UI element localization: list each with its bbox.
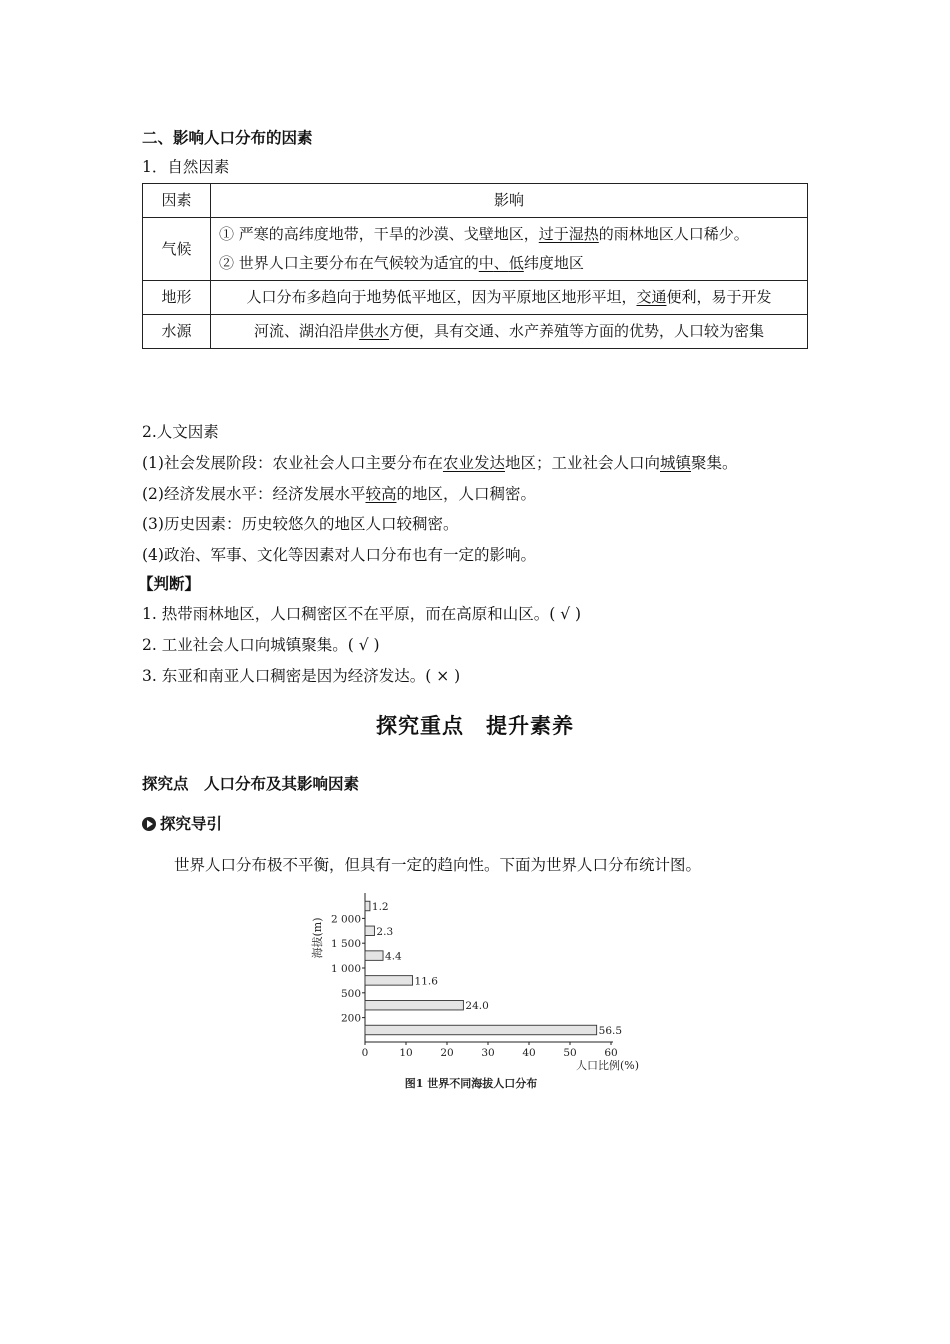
judge-title: 【判断】 [138,575,201,593]
natural-factors-heading: 1．自然因素 [142,158,230,176]
human-factor-3: (3)历史因素：历史较悠久的地区人口较稠密。 [142,515,459,533]
y-tick-label: 1 000 [330,963,361,975]
human-factor-4: (4)政治、军事、文化等因素对人口分布也有一定的影响。 [142,546,536,564]
table-header-row [143,184,808,218]
y-tick-label: 200 [340,1012,361,1025]
x-tick-label: 40 [522,1047,536,1059]
human-2-a: (2)经济发展水平：经济发展水平 [142,485,366,503]
y-tick-label: 2 000 [330,913,361,926]
human-1-a: (1)社会发展阶段：农业社会人口主要分布在 [142,454,443,472]
table-row-terrain [143,281,808,315]
human-factors-heading: 2.人文因素 [142,423,219,441]
judge-item: 3. 东亚和南亚人口稠密是因为经济发达。( × ) [142,667,461,685]
water-text-b: 方便，具有交通、水产养殖等方面的优势，人口较为密集 [389,322,765,340]
y-tick-label: 1 500 [330,938,361,951]
human-factor-2 [142,482,536,504]
climate-underline-low: 低 [508,254,524,272]
judge-item: 2. 工业社会人口向城镇聚集。( √ ) [142,636,380,654]
header-factor: 因素 [143,184,211,218]
water-underline-supply: 供水 [358,322,389,340]
play-circle-icon [142,817,156,831]
table-row-climate [143,218,808,281]
human-1-underline-town: 城镇 [660,454,692,472]
inquiry-point-title: 探究点 人口分布及其影响因素 [142,775,360,793]
factor-climate: 气候 [143,218,211,281]
terrain-text-a: 人口分布多趋向于地势低平地区，因为平原地区地形平坦， [246,288,637,306]
bar [365,951,383,961]
human-1-b: 地区；工业社会人口向 [504,454,660,472]
chart-title: 图1 世界不同海拔人口分布 [404,1077,538,1090]
bar-value-label: 11.6 [414,975,438,988]
x-tick-label: 50 [563,1047,577,1059]
influence-climate [211,218,808,281]
bar [365,926,374,936]
x-tick-label: 10 [399,1047,413,1059]
table-row-water [143,315,808,349]
factor-terrain: 地形 [143,281,211,315]
human-2-b: 的地区，人口稠密。 [396,485,536,503]
x-tick-label: 20 [440,1047,454,1059]
bar [365,976,413,986]
bar-value-label: 24.0 [465,1000,489,1013]
bar [365,901,370,911]
climate-text-2a: ② 世界人口主要分布在气候较为适宜的 [219,254,479,272]
bar [365,1000,463,1010]
altitude-population-chart [308,888,648,1098]
terrain-underline-traffic: 交通 [636,288,667,306]
human-2-underline-high: 较高 [365,485,397,503]
climate-text-2b: 纬度地区 [523,254,584,272]
inquiry-intro: 世界人口分布极不平衡，但具有一定的趋向性。下面为世界人口分布统计图。 [174,856,702,874]
climate-text-1a: ① 严寒的高纬度地带，干旱的沙漠、戈壁地区， [219,225,539,243]
x-tick-label: 30 [481,1047,495,1059]
influence-water [211,315,808,349]
factor-water: 水源 [143,315,211,349]
bar-value-label: 2.3 [376,925,394,938]
natural-factors-table [142,183,808,349]
human-1-underline-agri: 农业发达 [442,454,505,472]
inquiry-banner: 探究重点 提升素养 [376,714,574,738]
influence-terrain [211,281,808,315]
climate-text-1b: 的雨林地区人口稀少。 [598,225,749,243]
climate-sep: 、 [493,254,509,272]
bar-value-label: 1.2 [371,901,389,913]
bar [365,1025,597,1035]
guide-heading [142,812,222,834]
header-influence: 影响 [211,184,808,218]
x-axis-title: 人口比例(%) [575,1059,639,1072]
bar-value-label: 4.4 [385,950,402,963]
water-text-a: 河流、湖泊沿岸 [253,322,359,340]
section-title: 二、影响人口分布的因素 [142,129,313,147]
climate-underline-humid: 过于湿热 [538,225,599,243]
x-tick-label: 0 [361,1047,369,1059]
human-factor-1 [142,451,738,473]
terrain-text-b: 便利，易于开发 [666,288,772,306]
bar-value-label: 56.5 [598,1025,623,1037]
judge-item: 1. 热带雨林地区，人口稠密区不在平原，而在高原和山区。( √ ) [142,605,582,623]
y-tick-label: 500 [340,987,361,1000]
y-axis-title: 海拔(m) [311,917,324,959]
human-1-c: 聚集。 [691,454,738,472]
climate-underline-mid: 中 [478,254,494,272]
x-tick-label: 60 [604,1047,618,1059]
guide-title: 探究导引 [160,815,223,833]
